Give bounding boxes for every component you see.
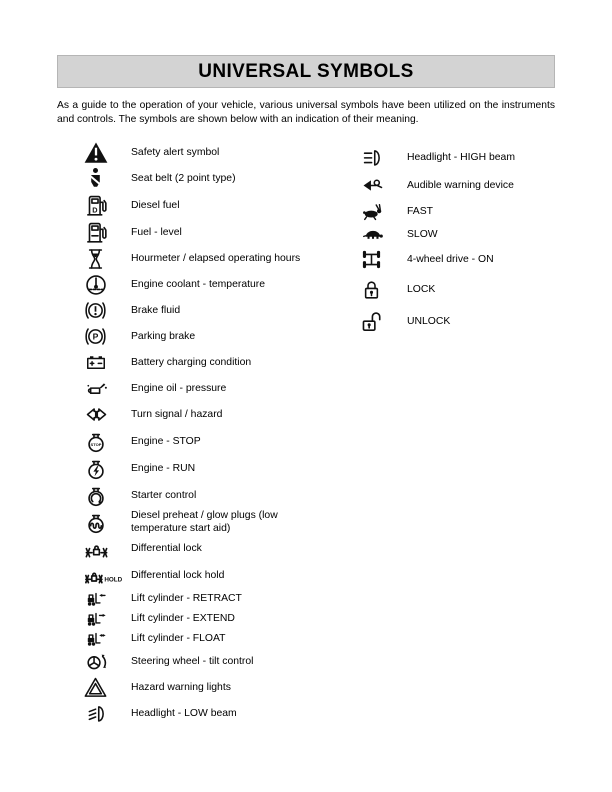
starter-control-icon bbox=[83, 482, 109, 509]
stop-text: STOP bbox=[90, 441, 102, 447]
symbol-row bbox=[83, 166, 345, 192]
symbol-row bbox=[359, 223, 555, 246]
left-column bbox=[57, 140, 345, 727]
icon-cell bbox=[83, 562, 131, 589]
symbol-label: Starter control bbox=[131, 489, 197, 501]
symbol-label: Headlight - LOW beam bbox=[131, 708, 237, 720]
symbol-row bbox=[83, 246, 345, 272]
steering-tilt-icon bbox=[83, 649, 109, 674]
turn-signal-hazard-icon bbox=[83, 402, 110, 427]
icon-cell bbox=[83, 402, 131, 427]
seat-belt-icon bbox=[83, 166, 108, 191]
icon-cell bbox=[83, 675, 131, 700]
title-bar bbox=[57, 55, 555, 88]
symbol-row bbox=[83, 609, 345, 629]
symbol-row bbox=[359, 144, 555, 172]
fuel-level-icon bbox=[83, 219, 109, 246]
parking-letter: P bbox=[92, 331, 99, 342]
symbol-label: Hazard warning lights bbox=[131, 682, 231, 694]
symbol-label: Lift cylinder - EXTEND bbox=[131, 613, 235, 625]
symbol-row bbox=[83, 482, 345, 509]
symbol-label: Parking brake bbox=[131, 331, 196, 343]
symbol-row bbox=[83, 192, 345, 219]
page-title: UNIVERSAL SYMBOLS bbox=[198, 60, 414, 82]
icon-cell bbox=[359, 173, 407, 198]
audible-warning-icon bbox=[359, 173, 386, 198]
icon-cell bbox=[83, 589, 131, 609]
symbol-row bbox=[359, 200, 555, 223]
headlight-high-icon bbox=[359, 145, 385, 170]
symbol-label: Hourmeter / elapsed operating hours bbox=[131, 253, 301, 265]
hold-text: HOLD bbox=[104, 576, 123, 584]
icon-cell bbox=[83, 701, 131, 726]
icon-cell bbox=[83, 298, 131, 323]
icon-cell bbox=[83, 509, 131, 536]
slow-icon bbox=[359, 223, 387, 245]
differential-lock-icon bbox=[83, 536, 110, 562]
symbol-label: Diesel fuel bbox=[131, 199, 180, 211]
hazard-warning-icon bbox=[83, 675, 108, 700]
symbol-row bbox=[83, 324, 345, 350]
icon-cell bbox=[83, 609, 131, 629]
icon-cell bbox=[83, 140, 131, 166]
icon-cell bbox=[83, 351, 131, 375]
icon-cell bbox=[359, 223, 407, 245]
symbol-row bbox=[359, 306, 555, 338]
symbol-row bbox=[83, 589, 345, 609]
engine-stop-icon bbox=[83, 428, 109, 455]
symbol-label: LOCK bbox=[407, 284, 436, 296]
icon-cell bbox=[359, 247, 407, 272]
fast-icon bbox=[359, 200, 387, 223]
diesel-fuel-icon bbox=[83, 192, 109, 219]
icon-cell bbox=[359, 277, 407, 303]
symbol-row bbox=[83, 350, 345, 376]
symbol-row bbox=[359, 172, 555, 200]
diesel-letter: D bbox=[92, 205, 98, 215]
symbol-label: UNLOCK bbox=[407, 316, 451, 328]
icon-cell bbox=[83, 629, 131, 649]
symbol-label: Diesel preheat / glow plugs (low temperature start aid) bbox=[131, 510, 278, 535]
symbol-label: Steering wheel - tilt control bbox=[131, 656, 254, 668]
symbol-label: Engine coolant - temperature bbox=[131, 279, 266, 291]
symbol-label: Differential lock bbox=[131, 543, 202, 555]
symbol-label: Engine - STOP bbox=[131, 435, 201, 447]
symbol-label: FAST bbox=[407, 205, 433, 217]
engine-run-icon bbox=[83, 455, 109, 482]
symbol-row bbox=[83, 140, 345, 166]
four-wheel-drive-icon bbox=[359, 247, 384, 272]
symbol-label: Battery charging condition bbox=[131, 357, 252, 369]
symbol-row bbox=[83, 629, 345, 649]
symbol-label: SLOW bbox=[407, 228, 438, 240]
symbol-row bbox=[359, 246, 555, 274]
symbol-label: Engine oil - pressure bbox=[131, 383, 227, 395]
icon-cell bbox=[83, 166, 131, 191]
icon-cell bbox=[83, 536, 131, 562]
icon-cell bbox=[83, 482, 131, 509]
icon-cell bbox=[359, 309, 407, 335]
symbol-row bbox=[83, 219, 345, 246]
symbol-label: Lift cylinder - FLOAT bbox=[131, 633, 226, 645]
icon-cell bbox=[83, 376, 131, 401]
symbol-row bbox=[83, 298, 345, 324]
symbol-label: Headlight - HIGH beam bbox=[407, 152, 515, 164]
icon-cell bbox=[83, 455, 131, 482]
symbol-row bbox=[83, 536, 345, 562]
symbol-label: Safety alert symbol bbox=[131, 147, 220, 159]
symbol-row bbox=[83, 675, 345, 701]
symbol-row bbox=[359, 274, 555, 306]
symbol-row bbox=[83, 509, 345, 536]
symbol-label: Fuel - level bbox=[131, 226, 182, 238]
icon-cell bbox=[359, 200, 407, 223]
symbol-label: Turn signal / hazard bbox=[131, 409, 223, 421]
symbol-row bbox=[83, 272, 345, 298]
icon-cell bbox=[359, 145, 407, 170]
symbol-row bbox=[83, 649, 345, 675]
symbol-row bbox=[83, 428, 345, 455]
differential-lock-hold-icon bbox=[83, 562, 125, 589]
lift-cylinder-extend-icon bbox=[83, 609, 109, 629]
right-column bbox=[345, 140, 555, 338]
icon-cell bbox=[83, 649, 131, 674]
symbol-label: 4-wheel drive - ON bbox=[407, 254, 494, 266]
symbol-columns bbox=[57, 140, 555, 727]
lift-cylinder-retract-icon bbox=[83, 589, 109, 609]
icon-cell bbox=[83, 428, 131, 455]
symbol-row bbox=[83, 562, 345, 589]
symbol-row bbox=[83, 455, 345, 482]
symbol-label: Seat belt (2 point type) bbox=[131, 173, 236, 185]
intro-text: As a guide to the operation of your vehicle, various universal symbols have been utilized on the instruments and controls. The symbols are shown below with an indication of their meaning. bbox=[57, 100, 555, 126]
engine-oil-pressure-icon bbox=[83, 376, 110, 401]
symbol-row bbox=[83, 376, 345, 402]
headlight-low-icon bbox=[83, 701, 109, 726]
icon-cell bbox=[83, 324, 131, 349]
symbol-label: Lift cylinder - RETRACT bbox=[131, 593, 242, 605]
symbol-label: Differential lock hold bbox=[131, 569, 225, 581]
brake-fluid-icon bbox=[83, 298, 108, 323]
icon-cell bbox=[83, 192, 131, 219]
unlock-icon bbox=[359, 309, 385, 335]
icon-cell bbox=[83, 246, 131, 272]
symbol-row bbox=[83, 701, 345, 727]
safety-alert-icon bbox=[83, 140, 109, 166]
parking-brake-icon bbox=[83, 324, 108, 349]
symbol-label: Brake fluid bbox=[131, 305, 181, 317]
lift-cylinder-float-icon bbox=[83, 629, 109, 649]
hourmeter-icon bbox=[83, 246, 108, 272]
engine-coolant-temperature-icon bbox=[83, 272, 109, 298]
glow-plug-icon bbox=[83, 509, 109, 536]
lock-icon bbox=[359, 277, 384, 303]
symbol-label: Engine - RUN bbox=[131, 462, 196, 474]
icon-cell bbox=[83, 272, 131, 298]
icon-cell bbox=[83, 219, 131, 246]
battery-charging-icon bbox=[83, 351, 109, 375]
symbol-label: Audible warning device bbox=[407, 180, 514, 192]
symbol-row bbox=[83, 402, 345, 428]
